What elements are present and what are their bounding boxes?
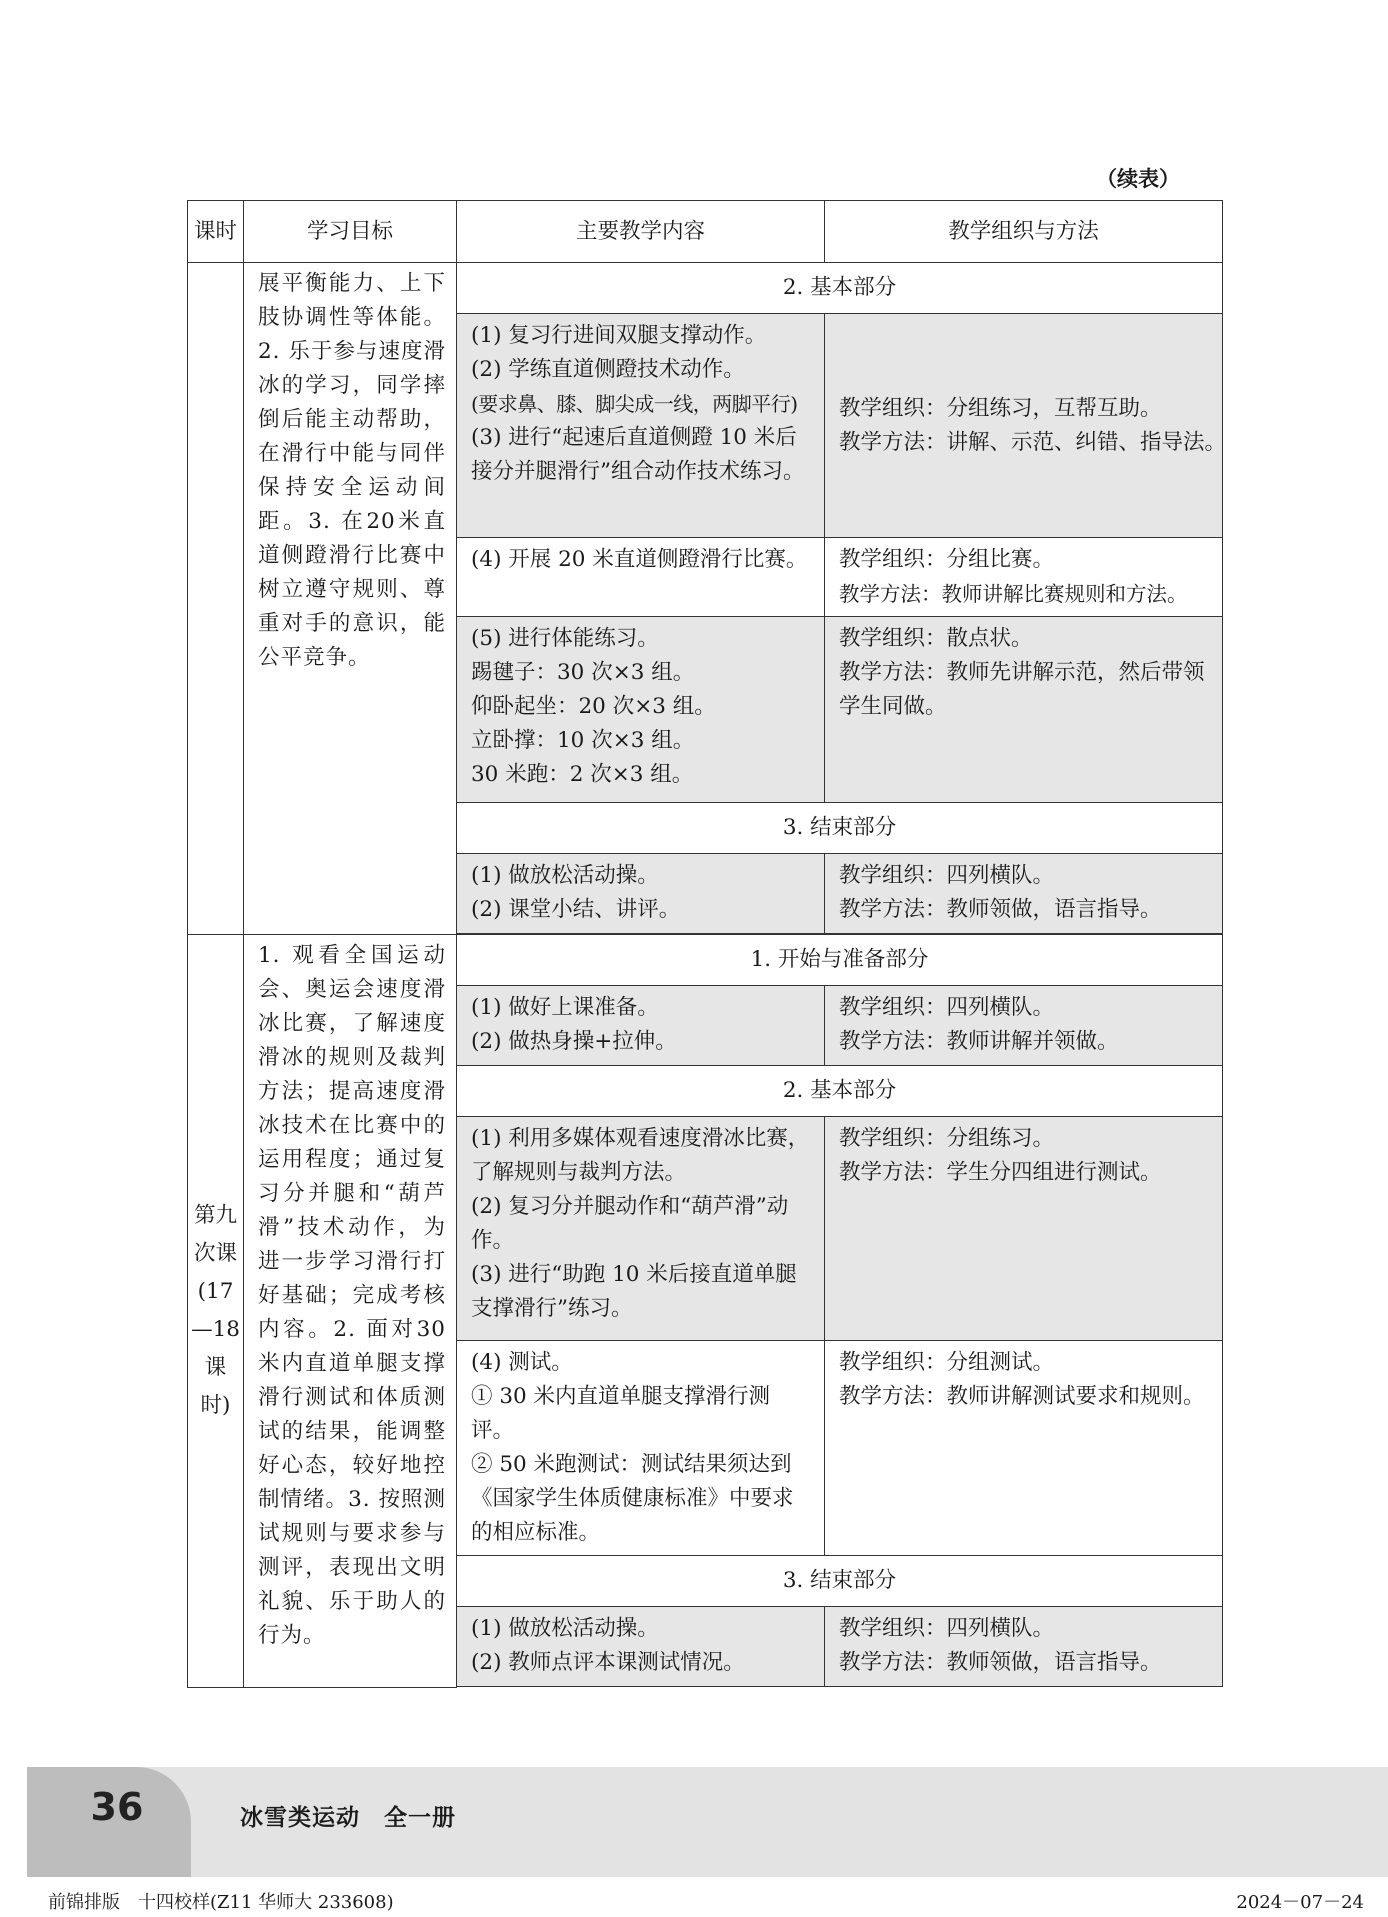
method-line: 教学组织：分组测试。 [839,1350,1055,1375]
content-cell [457,1341,825,1556]
method-line: 教学组织：分组练习。 [839,1126,1055,1151]
content-line: 踢毽子：30 次×3 组。 [471,660,695,685]
method-cell [825,617,1223,803]
content-line: (要求鼻、膝、脚尖成一线，两脚平行) [471,392,798,416]
section-heading: 1. 开始与准备部分 [457,935,1223,986]
method-line: 教学组织：四列横队。 [839,1616,1055,1641]
method-line: 教学方法：教师领做，语言指导。 [839,897,1162,922]
book-title: 冰雪类运动 全一册 [240,1805,456,1831]
method-cell [825,854,1223,934]
content-line: (3) 进行“起速后直道侧蹬 10 米后接分并腿滑行”组合动作技术练习。 [471,425,805,484]
method-line: 教学组织：四列横队。 [839,863,1055,888]
content-line: (2) 复习分并腿动作和“葫芦滑”动作。 [471,1194,789,1253]
section-heading: 2. 基本部分 [457,263,1223,314]
content-line: (4) 测试。 [471,1350,573,1375]
method-line: 教学组织：四列横队。 [839,995,1055,1020]
footer-band [27,1767,1388,1877]
content-line: (2) 课堂小结、讲评。 [471,897,681,922]
content-cell [457,854,825,934]
continued-label: （续表） [1096,167,1180,191]
method-cell [825,1117,1223,1341]
content-line: 立卧撑：10 次×3 组。 [471,728,695,753]
print-date: 2024－07－24 [1236,1892,1364,1913]
content-line: (1) 利用多媒体观看速度滑冰比赛，了解规则与裁判方法。 [471,1126,810,1185]
method-cell [825,538,1223,617]
content-line: 30 米跑：2 次×3 组。 [471,762,694,787]
method-cell [825,314,1227,538]
method-cell [825,986,1223,1066]
method-line: 教学组织：分组比赛。 [839,547,1055,572]
header-lesson: 课时 [188,201,244,263]
method-line: 教学方法：教师讲解比赛规则和方法。 [839,582,1188,606]
content-cell [457,986,825,1066]
content-line: 仰卧起坐：20 次×3 组。 [471,694,716,719]
method-line: 教学方法：讲解、示范、纠错、指导法。 [839,429,1227,455]
objectives-cell: 展平衡能力、上下肢协调性等体能。2. 乐于参与速度滑冰的学习，同学摔倒后能主动帮助，在滑行中能与同伴保持安全运动间距。3. 在20米直道侧蹬滑行比赛中树立遵守规则、尊重对手的意识，能公平竞争。 [244,263,457,935]
lesson-cell-continued [188,263,244,935]
content-line: (1) 复习行进间双腿支撑动作。 [471,323,767,348]
method-line: 教学组织：分组练习，互帮互助。 [839,395,1162,421]
method-line: 教学方法：学生分四组进行测试。 [839,1160,1162,1185]
content-cell [457,617,825,803]
page-number: 36 [90,1785,144,1829]
content-cell [457,538,825,617]
content-line: (4) 开展 20 米直道侧蹬滑行比赛。 [471,547,808,572]
content-cell [457,1607,825,1687]
content-line: (1) 做放松活动操。 [471,1616,659,1641]
content-line: (1) 做放松活动操。 [471,863,659,888]
content-line: (5) 进行体能练习。 [471,626,659,651]
print-info: 前锦排版 十四校样(Z11 华师大 233608) [48,1892,394,1913]
content-line: ① 30 米内直道单腿支撑滑行测评。 [471,1384,771,1443]
objectives-cell: 1. 观看全国运动会、奥运会速度滑冰比赛，了解速度滑冰的规则及裁判方法；提高速度滑冰技术在比赛中的运用程度；通过复习分并腿和“葫芦滑”技术动作，为进一步学习滑行打好基础；完成考核内容。2. 面对30米内直道单腿支撑滑行测试和体质测试的结果，能调整好心态，较好地控制情绪。3. 按照测试规则与要求参与测评，表现出文明礼貌、乐于助人的行为。 [244,935,457,1688]
method-line: 教学方法：教师讲解测试要求和规则。 [839,1384,1205,1409]
header-content: 主要教学内容 [457,201,825,263]
method-cell [825,1607,1223,1687]
content-line: (2) 学练直道侧蹬技术动作。 [471,357,745,382]
content-line: (2) 教师点评本课测试情况。 [471,1650,745,1675]
content-cell [457,314,825,538]
method-line: 教学方法：教师领做，语言指导。 [839,1650,1162,1675]
method-line: 教学方法：教师先讲解示范，然后带领学生同做。 [839,660,1205,719]
content-cell [457,1117,825,1341]
method-line: 教学方法：教师讲解并领做。 [839,1029,1119,1054]
header-method: 教学组织与方法 [825,201,1223,263]
lesson-cell: 第九次课(17—18 课时) [188,935,244,1688]
section-heading: 3. 结束部分 [457,1556,1223,1607]
content-line: (3) 进行“助跑 10 米后接直道单腿支撑滑行”练习。 [471,1262,797,1321]
content-line: ② 50 米跑测试：测试结果须达到《国家学生体质健康标准》中要求的相应标准。 [471,1452,794,1545]
header-objectives: 学习目标 [244,201,457,263]
content-line: (2) 做热身操+拉伸。 [471,1029,677,1054]
method-cell [825,1341,1223,1556]
table-header-row [188,201,1223,263]
content-line: (1) 做好上课准备。 [471,995,659,1020]
lesson-plan-table [187,200,1227,1688]
section-heading: 3. 结束部分 [457,803,1223,854]
method-line: 教学组织：散点状。 [839,626,1033,651]
section-heading: 2. 基本部分 [457,1066,1223,1117]
